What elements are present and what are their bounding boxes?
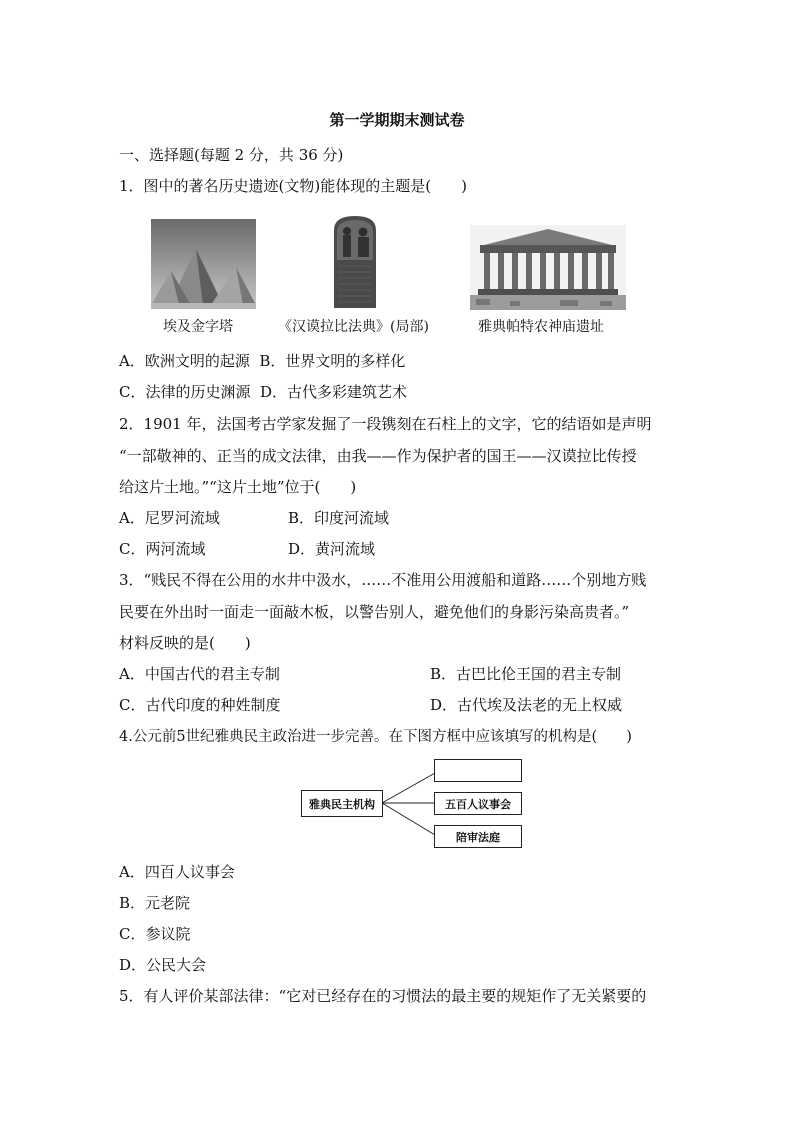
q4-option-c: C．参议院: [119, 925, 191, 943]
q3-option-c: C．古代印度的种姓制度: [119, 696, 281, 714]
q1-options-cd: [119, 382, 407, 402]
parthenon-image: [470, 225, 626, 310]
q3-option-d: D．古代埃及法老的无上权威: [430, 696, 623, 714]
q4-stem: 4.公元前5世纪雅典民主政治进一步完善。在下图方框中应该填写的机构是( ): [119, 729, 632, 745]
q1-options-ab: [119, 351, 405, 371]
q2-line1: 2．1901 年，法国考古学家发掘了一段镌刻在石柱上的文字，它的结语如是声明: [119, 415, 652, 433]
diagram-court-box: 陪审法庭: [434, 825, 522, 848]
q1-option-a: A．欧洲文明的起源: [119, 352, 250, 370]
q2-line3: 给这片土地。”“这片土地”位于( ): [119, 478, 357, 496]
q3-line1: 3．“贱民不得在公用的水井中汲水，……不准用公用渡船和道路……个别地方贱: [119, 571, 647, 589]
q4-option-a: A．四百人议事会: [119, 863, 235, 881]
q3-option-b: B．古巴比伦王国的君主专制: [430, 665, 622, 683]
q2-option-b: B．印度河流域: [288, 509, 390, 527]
caption-pyramids: 埃及金字塔: [163, 319, 233, 335]
q3-line3: 材料反映的是( ): [119, 634, 251, 652]
caption-parthenon: 雅典帕特农神庙遗址: [478, 319, 604, 335]
diagram-council-box: 五百人议事会: [434, 792, 522, 815]
q1-option-b: B．世界文明的多样化: [259, 352, 406, 370]
section-heading: 一、选择题(每题 2 分，共 36 分): [119, 146, 344, 164]
q2-line2: “一部敬神的、正当的成文法律，由我——作为保护者的国王——汉谟拉比传授: [119, 447, 637, 465]
caption-hammurabi: 《汉谟拉比法典》(局部): [278, 319, 429, 335]
q3-option-a: A．中国古代的君主专制: [119, 665, 280, 683]
q2-option-d: D．黄河流域: [288, 540, 376, 558]
q5-line1: 5．有人评价某部法律：“它对已经存在的习惯法的最主要的规矩作了无关紧要的: [119, 987, 647, 1005]
hammurabi-stele-image: [330, 214, 380, 308]
q2-option-a: A．尼罗河流域: [119, 509, 220, 527]
q1-option-d: D．古代多彩建筑艺术: [260, 383, 408, 401]
q4-option-b: B．元老院: [119, 894, 191, 912]
page-title: 第一学期期末测试卷: [329, 111, 465, 129]
q1-option-c: C．法律的历史渊源: [119, 383, 251, 401]
q4-option-d: D．公民大会: [119, 956, 207, 974]
q3-line2: 民要在外出时一面走一面敲木板，以警告别人，避免他们的身影污染高贵者。”: [119, 603, 630, 621]
diagram-blank-box: [434, 759, 522, 782]
diagram-root-box: 雅典民主机构: [301, 790, 383, 817]
q1-stem: 1．图中的著名历史遗迹(文物)能体现的主题是( ): [119, 177, 467, 195]
q2-option-c: C．两河流域: [119, 540, 206, 558]
diagram-connectors: [380, 770, 440, 840]
pyramids-image: [151, 219, 256, 309]
